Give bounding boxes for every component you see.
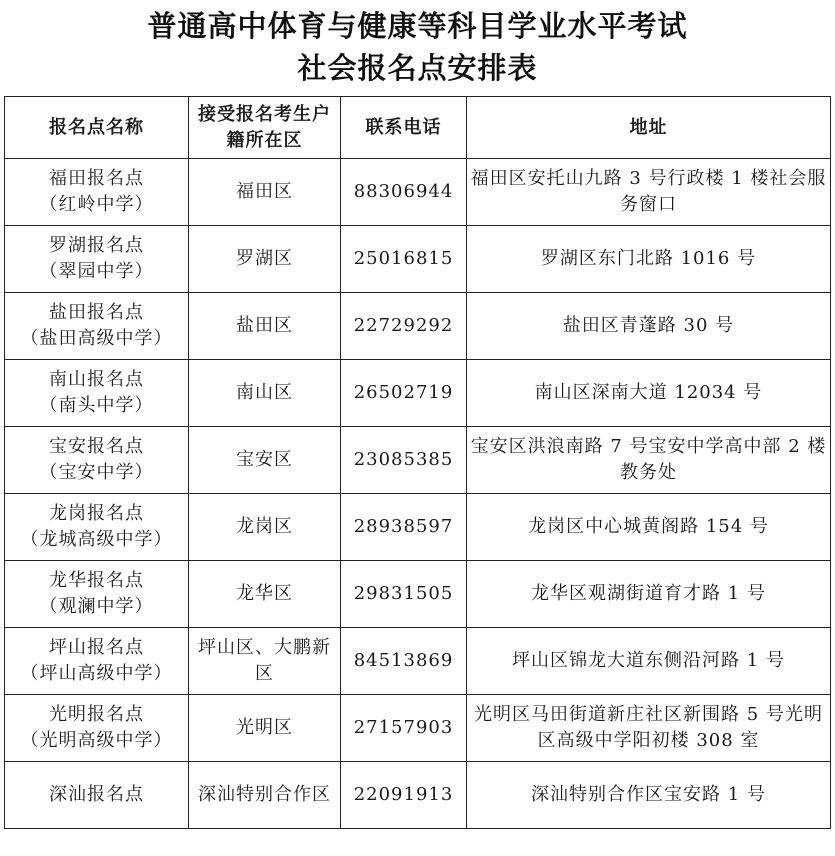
header-address: 地址 xyxy=(467,97,831,159)
district-cell: 深汕特别合作区 xyxy=(189,762,341,829)
address-cell: 深汕特别合作区宝安路 1 号 xyxy=(467,762,831,829)
table-header-row xyxy=(5,97,831,159)
site-school: （红岭中学） xyxy=(39,194,154,215)
address-cell: 宝安区洪浪南路 7 号宝安中学高中部 2 楼教务处 xyxy=(467,427,831,494)
phone-cell: 84513869 xyxy=(341,628,467,695)
site-school: （翠园中学） xyxy=(39,261,154,282)
district-cell: 光明区 xyxy=(189,695,341,762)
site-cell xyxy=(5,695,189,762)
table-row xyxy=(5,695,831,762)
phone-cell: 22091913 xyxy=(341,762,467,829)
address-cell: 南山区深南大道 12034 号 xyxy=(467,360,831,427)
site-cell xyxy=(5,628,189,695)
site-cell xyxy=(5,360,189,427)
site-name: 坪山报名点 xyxy=(49,637,144,658)
address-cell: 龙华区观湖街道育才路 1 号 xyxy=(467,561,831,628)
site-cell xyxy=(5,427,189,494)
site-name: 宝安报名点 xyxy=(49,436,144,457)
address-cell: 福田区安托山九路 3 号行政楼 1 楼社会服务窗口 xyxy=(467,159,831,226)
table-row xyxy=(5,561,831,628)
district-cell: 罗湖区 xyxy=(189,226,341,293)
district-cell: 盐田区 xyxy=(189,293,341,360)
site-school: （盐田高级中学） xyxy=(20,328,173,349)
phone-cell: 88306944 xyxy=(341,159,467,226)
district-cell: 福田区 xyxy=(189,159,341,226)
address-cell: 光明区马田街道新庄社区新围路 5 号光明区高级中学阳初楼 308 室 xyxy=(467,695,831,762)
phone-cell: 23085385 xyxy=(341,427,467,494)
table-row xyxy=(5,628,831,695)
site-school: （龙城高级中学） xyxy=(20,529,173,550)
table-row xyxy=(5,762,831,829)
site-name: 龙岗报名点 xyxy=(49,503,144,524)
site-name: 龙华报名点 xyxy=(49,570,144,591)
site-cell xyxy=(5,293,189,360)
district-cell: 宝安区 xyxy=(189,427,341,494)
phone-cell: 27157903 xyxy=(341,695,467,762)
registration-sites-table xyxy=(4,96,831,829)
phone-cell: 29831505 xyxy=(341,561,467,628)
header-phone: 联系电话 xyxy=(341,97,467,159)
site-cell xyxy=(5,159,189,226)
site-school: （南头中学） xyxy=(39,395,154,416)
site-cell xyxy=(5,762,189,829)
phone-cell: 26502719 xyxy=(341,360,467,427)
header-district: 接受报名考生户籍所在区 xyxy=(189,97,341,159)
site-school: （坪山高级中学） xyxy=(20,663,173,684)
site-cell xyxy=(5,494,189,561)
table-row xyxy=(5,427,831,494)
site-cell xyxy=(5,561,189,628)
document-title-line2: 社会报名点安排表 xyxy=(297,51,538,85)
table-row xyxy=(5,293,831,360)
header-site-name: 报名点名称 xyxy=(5,97,189,159)
site-name: 光明报名点 xyxy=(49,704,144,725)
site-cell xyxy=(5,226,189,293)
site-school: （观澜中学） xyxy=(39,596,154,617)
site-name: 罗湖报名点 xyxy=(49,235,144,256)
address-cell: 龙岗区中心城黄阁路 154 号 xyxy=(467,494,831,561)
address-cell: 坪山区锦龙大道东侧沿河路 1 号 xyxy=(467,628,831,695)
district-cell: 坪山区、大鹏新区 xyxy=(189,628,341,695)
site-school: （宝安中学） xyxy=(39,462,154,483)
address-cell: 盐田区青蓬路 30 号 xyxy=(467,293,831,360)
district-cell: 龙华区 xyxy=(189,561,341,628)
phone-cell: 28938597 xyxy=(341,494,467,561)
site-name: 深汕报名点 xyxy=(49,784,144,805)
address-cell: 罗湖区东门北路 1016 号 xyxy=(467,226,831,293)
site-school: （光明高级中学） xyxy=(20,730,173,751)
phone-cell: 22729292 xyxy=(341,293,467,360)
district-cell: 龙岗区 xyxy=(189,494,341,561)
district-cell: 南山区 xyxy=(189,360,341,427)
table-row xyxy=(5,226,831,293)
phone-cell: 25016815 xyxy=(341,226,467,293)
site-name: 福田报名点 xyxy=(49,168,144,189)
document-title-line1: 普通高中体育与健康等科目学业水平考试 xyxy=(147,9,688,43)
site-name: 南山报名点 xyxy=(49,369,144,390)
table-row xyxy=(5,360,831,427)
site-name: 盐田报名点 xyxy=(49,302,144,323)
table-row xyxy=(5,494,831,561)
table-row xyxy=(5,159,831,226)
